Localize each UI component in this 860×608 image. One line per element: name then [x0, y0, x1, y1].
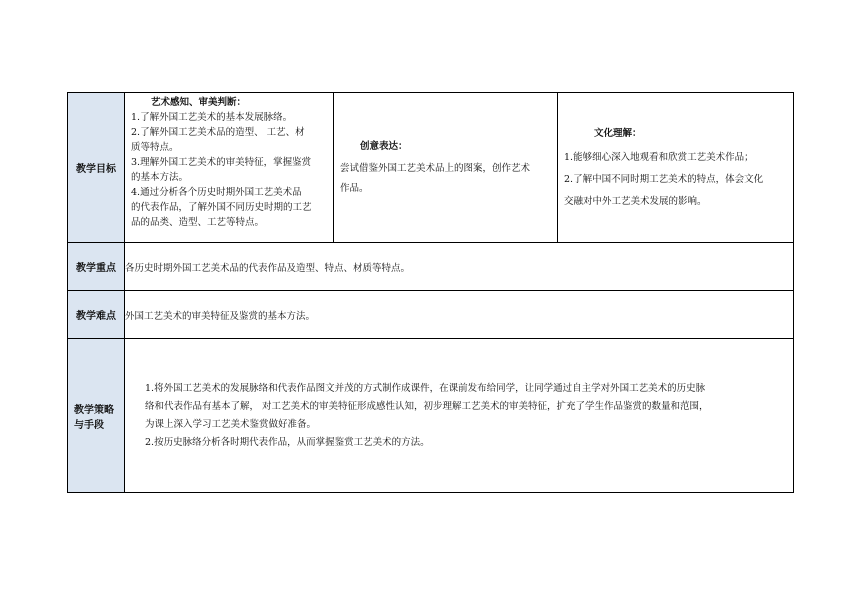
objective-line: 的基本方法。 — [131, 172, 189, 183]
difficulties-text: 外国工艺美术的审美特征及鉴赏的基本方法。 — [125, 291, 794, 339]
lesson-plan-table — [67, 92, 794, 493]
objective-line: 4.通过分析各个历史时期外国工艺美术品 — [131, 187, 302, 198]
strategy-row — [68, 339, 794, 493]
objective-line: 的代表作品，了解外国不同历史时期的工艺 — [131, 202, 312, 213]
strategy-label-line: 与手段 — [74, 419, 104, 431]
difficulties-label: 教学难点 — [68, 291, 125, 339]
objective-line: 品的品类、造型、工艺等特点。 — [131, 217, 265, 228]
key-points-text: 各历史时期外国工艺美术品的代表作品及造型、特点、材质等特点。 — [125, 243, 794, 291]
strategy-line: 为课上深入学习工艺美术鉴赏做好准备。 — [145, 418, 317, 430]
objective-line: 作品。 — [340, 182, 369, 194]
key-points-label: 教学重点 — [68, 243, 125, 291]
objective-line: 1.了解外国工艺美术的基本发展脉络。 — [131, 112, 293, 123]
difficulties-row — [68, 291, 794, 339]
strategy-line: 2.按历史脉络分析各时期代表作品，从而掌握鉴赏工艺美术的方法。 — [145, 436, 430, 448]
strategy-line: 1.将外国工艺美术的发展脉络和代表作品图文并茂的方式制作成课件，在课前发布给同学，让同学通过自主学对外国工艺美术的历史脉 — [145, 382, 706, 394]
objective-line: 2.了解中国不同时期工艺美术的特点，体会文化 — [564, 173, 764, 185]
objective-line: 尝试借鉴外国工艺美术品上的图案，创作艺术 — [340, 162, 531, 174]
cultural-understanding-heading: 文化理解： — [594, 127, 642, 139]
strategy-label-line: 教学策略 — [74, 404, 114, 416]
objectives-creative-expression-cell — [334, 93, 558, 243]
strategy-line: 络和代表作品有基本了解， 对工艺美术的审美特征形成感性认知，初步理解工艺美术的审美特征，扩充了学生作品鉴赏的数量和范围， — [145, 400, 709, 412]
objective-line: 3.理解外国工艺美术的审美特征，掌握鉴赏 — [131, 157, 312, 168]
objectives-label: 教学目标 — [68, 93, 125, 243]
creative-expression-heading: 创意表达： — [360, 140, 408, 152]
objective-line: 交融对中外工艺美术发展的影响。 — [564, 195, 707, 207]
objective-line: 2.了解外国工艺美术品的造型、 工艺、材 — [131, 127, 305, 138]
objectives-row — [68, 93, 794, 243]
objective-line: 1.能够细心深入地观看和欣赏工艺美术作品； — [564, 151, 754, 163]
objectives-art-perception-cell — [125, 93, 334, 243]
key-points-row — [68, 243, 794, 291]
objective-line: 质等特点。 — [131, 142, 179, 153]
art-perception-heading: 艺术感知、审美判断： — [151, 97, 247, 108]
strategy-text — [125, 339, 794, 493]
strategy-label — [68, 339, 125, 493]
objectives-cultural-understanding-cell — [558, 93, 794, 243]
